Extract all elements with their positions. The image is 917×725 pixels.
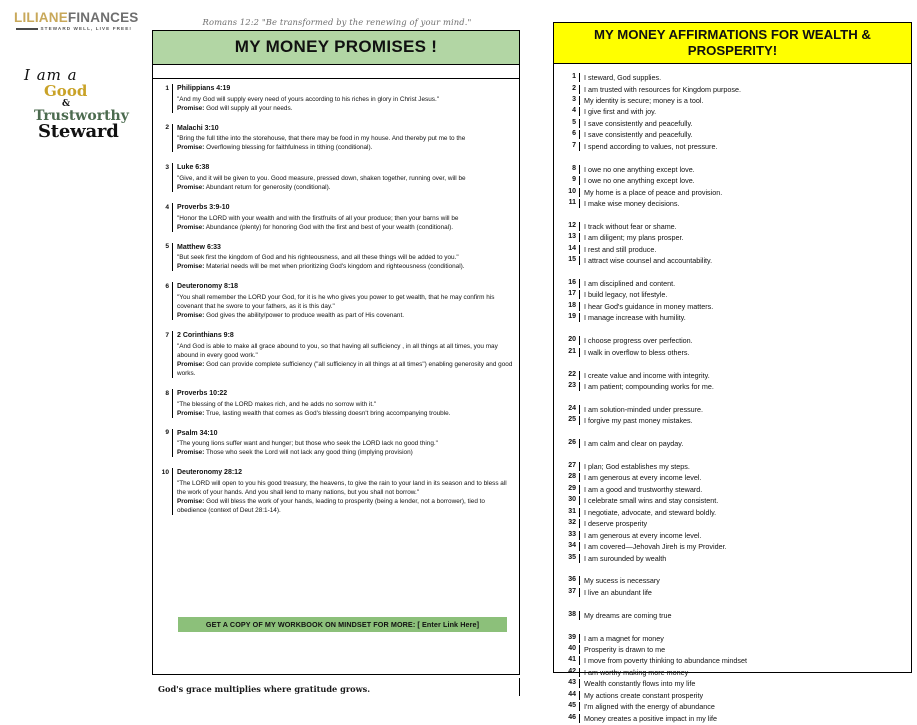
affirmation-spacer-row xyxy=(554,268,911,279)
affirmation-number: 10 xyxy=(568,187,576,195)
affirmation-text: I save consistently and peacefully. xyxy=(579,119,911,128)
promise-verse-text: "And God is able to make all grace abound to you, so that having all sufficiency , in all things at all times, you may abound in every good work." xyxy=(177,342,498,359)
affirmation-row xyxy=(554,679,911,690)
steward-mark-iam: I am a xyxy=(24,66,78,84)
brand-wordmark-part1: LILIANE xyxy=(14,10,68,25)
affirmation-row xyxy=(554,611,911,622)
promise-verse-text: "The LORD will open to you his good treasury, the heavens, to give the rain to your land in its season and to bless all the work of your hands. And you shall lend to many nations, but you shall not borrow." xyxy=(177,479,507,497)
promise-scripture-reference: Proverbs 10:22 xyxy=(177,390,228,398)
brand-rule-dash xyxy=(16,28,38,30)
affirmation-row xyxy=(554,73,911,84)
affirmation-text: I walk in overflow to bless others. xyxy=(579,348,911,357)
promise-summary-label: Promise: xyxy=(177,183,205,191)
promise-row xyxy=(153,124,519,164)
affirmation-text: I am generous at every income level. xyxy=(579,473,911,482)
affirmation-row xyxy=(554,473,911,484)
affirmation-row xyxy=(554,279,911,290)
affirmation-number: 6 xyxy=(572,130,576,138)
promise-number: 2 xyxy=(165,124,169,132)
affirmation-text: I forgive my past money mistakes. xyxy=(579,416,911,425)
affirmation-row xyxy=(554,119,911,130)
affirmation-spacer-row xyxy=(554,599,911,610)
affirmation-number: 40 xyxy=(568,645,576,653)
promise-row xyxy=(153,282,519,331)
promise-verse-text: "But seek first the kingdom of God and his righteousness, and all these things will be added to you." xyxy=(177,254,459,262)
promise-row xyxy=(153,243,519,283)
affirmation-text: I create value and income with integrity. xyxy=(579,371,911,380)
affirmation-number: 44 xyxy=(568,690,576,698)
affirmation-row xyxy=(554,416,911,427)
affirmation-spacer-row xyxy=(554,210,911,221)
promise-row xyxy=(153,203,519,243)
affirmation-row xyxy=(554,382,911,393)
money-affirmations-body xyxy=(554,64,911,725)
affirmation-row xyxy=(554,290,911,301)
affirmation-text: I am surounded by wealth xyxy=(579,554,911,563)
affirmation-number: 42 xyxy=(568,667,576,675)
promise-summary xyxy=(177,311,513,320)
affirmation-number: 25 xyxy=(568,416,576,424)
promise-summary-label: Promise: xyxy=(177,498,205,506)
affirmation-row xyxy=(554,199,911,210)
affirmation-number: 17 xyxy=(568,290,576,298)
affirmation-row xyxy=(554,313,911,324)
affirmation-text: My home is a place of peace and provision. xyxy=(579,188,911,197)
affirmation-spacer-row xyxy=(554,565,911,576)
promise-summary-text: Overflowing blessing for faithfulness in tithing (conditional). xyxy=(204,144,373,152)
promise-content xyxy=(172,282,519,320)
affirmation-text: I attract wise counsel and accountability. xyxy=(579,256,911,265)
promise-summary xyxy=(177,183,513,192)
promise-verse-text: "You shall remember the LORD your God, for it is he who gives you power to get wealth, that he may confirm his covenant that he swore to your fathers, as it is this day." xyxy=(177,293,495,311)
affirmation-number: 23 xyxy=(568,381,576,389)
promise-content xyxy=(172,331,519,378)
affirmation-number: 15 xyxy=(568,256,576,264)
affirmation-row xyxy=(554,245,911,256)
affirmation-text: I steward, God supplies. xyxy=(579,73,911,82)
affirmation-number: 33 xyxy=(568,530,576,538)
affirmation-text: I build legacy, not lifestyle. xyxy=(579,290,911,299)
promise-row xyxy=(153,389,519,429)
affirmation-row xyxy=(554,188,911,199)
affirmation-text: Wealth constantly flows into my life xyxy=(579,679,911,688)
promise-row xyxy=(153,331,519,389)
affirmation-row xyxy=(554,256,911,267)
affirmation-text: I give first and with joy. xyxy=(579,107,911,116)
affirmation-spacer-row xyxy=(554,393,911,404)
footer-divider xyxy=(519,678,520,696)
affirmation-number: 11 xyxy=(568,198,576,206)
affirmation-row xyxy=(554,405,911,416)
affirmation-number: 7 xyxy=(572,141,576,149)
promise-summary-text: God can provide complete sufficiency ("all sufficiency in all things at all times") enabling generosity and good works. xyxy=(177,360,513,377)
affirmation-text: My sucess is necessary xyxy=(579,576,911,585)
promise-content xyxy=(172,243,519,272)
affirmation-number: 14 xyxy=(568,244,576,252)
promise-summary xyxy=(177,104,513,113)
affirmation-number: 12 xyxy=(568,221,576,229)
promise-scripture-reference: Proverbs 3:9-10 xyxy=(177,204,230,212)
affirmation-row xyxy=(554,519,911,530)
affirmation-row xyxy=(554,691,911,702)
affirmation-text: I am trusted with resources for Kingdom purpose. xyxy=(579,85,911,94)
promise-summary-text: True, lasting wealth that comes as God's blessing doesn't bring accompanying trouble. xyxy=(204,409,451,417)
affirmation-row xyxy=(554,233,911,244)
promise-summary xyxy=(177,223,513,232)
promise-content xyxy=(172,389,519,418)
affirmation-number: 19 xyxy=(568,313,576,321)
affirmation-number: 35 xyxy=(568,553,576,561)
affirmation-row xyxy=(554,508,911,519)
promise-summary-label: Promise: xyxy=(177,144,205,152)
affirmation-text: I plan; God establishes my steps. xyxy=(579,462,911,471)
promise-row xyxy=(153,163,519,203)
affirmation-text: I am diligent; my plans prosper. xyxy=(579,233,911,242)
promise-summary-text: Material needs will be met when prioritizing God's kingdom and righteousness (conditional). xyxy=(204,263,465,271)
steward-mark-ampersand: & xyxy=(62,98,71,109)
promise-content xyxy=(172,163,519,192)
promise-scripture-reference: 2 Corinthians 9:8 xyxy=(177,332,234,340)
affirmation-text: I choose progress over perfection. xyxy=(579,336,911,345)
affirmation-text: I hear God's guidance in money matters. xyxy=(579,302,911,311)
affirmation-spacer-row xyxy=(554,428,911,439)
affirmation-number: 43 xyxy=(568,679,576,687)
promise-summary xyxy=(177,409,513,418)
affirmation-row xyxy=(554,222,911,233)
affirmation-number: 26 xyxy=(568,439,576,447)
affirmation-number: 13 xyxy=(568,233,576,241)
money-promises-table xyxy=(152,30,520,675)
affirmation-number: 31 xyxy=(568,507,576,515)
affirmation-number: 1 xyxy=(572,73,576,81)
affirmation-text: My dreams are coming true xyxy=(579,611,911,620)
affirmation-row xyxy=(554,531,911,542)
promise-scripture-reference: Deuteronomy 8:18 xyxy=(177,283,239,291)
affirmation-row xyxy=(554,554,911,565)
money-promises-subbar xyxy=(153,65,519,79)
affirmation-number: 36 xyxy=(568,576,576,584)
affirmation-row xyxy=(554,702,911,713)
affirmation-number: 46 xyxy=(568,713,576,721)
promise-summary-text: Abundance (plenty) for honoring God with the first and best of your wealth (conditional). xyxy=(204,223,454,231)
affirmation-number: 9 xyxy=(572,176,576,184)
affirmation-row xyxy=(554,588,911,599)
affirmation-text: I am a good and trustworthy steward. xyxy=(579,485,911,494)
promise-number: 7 xyxy=(165,331,169,339)
promise-number: 3 xyxy=(165,163,169,171)
affirmation-row xyxy=(554,462,911,473)
affirmation-text: I am patient; compounding works for me. xyxy=(579,382,911,391)
affirmation-text: I am covered—Jehovah Jireh is my Provider. xyxy=(579,542,911,551)
promise-content xyxy=(172,84,519,113)
affirmation-number: 34 xyxy=(568,542,576,550)
promise-scripture-reference: Philippians 4:19 xyxy=(177,85,231,92)
affirmation-row xyxy=(554,96,911,107)
affirmation-text: I am a magnet for money xyxy=(579,634,911,643)
affirmation-row xyxy=(554,302,911,313)
affirmation-text: I track without fear or shame. xyxy=(579,222,911,231)
promise-summary-text: Abundant return for generosity (conditional). xyxy=(204,183,331,191)
promise-summary-text: God gives the ability/power to produce wealth as part of His covenant. xyxy=(204,312,404,320)
promise-summary xyxy=(177,497,513,515)
affirmation-text: I'm aligned with the energy of abundance xyxy=(579,702,911,711)
promise-content xyxy=(172,468,519,515)
affirmation-number: 45 xyxy=(568,702,576,710)
affirmation-number: 21 xyxy=(568,347,576,355)
brand-tagline: STEWARD WELL, LIVE FREE! xyxy=(40,26,132,31)
affirmation-row xyxy=(554,142,911,153)
promise-verse-text: "The blessing of the LORD makes rich, and he adds no sorrow with it." xyxy=(177,400,377,408)
promise-summary-label: Promise: xyxy=(177,263,205,271)
promise-verse-text: "The young lions suffer want and hunger; but those who seek the LORD lack no good thing." xyxy=(177,440,438,448)
affirmation-text: Money creates a positive impact in my life xyxy=(579,714,911,723)
affirmation-number: 32 xyxy=(568,519,576,527)
promise-summary-label: Promise: xyxy=(177,409,205,417)
affirmation-row xyxy=(554,439,911,450)
promise-number: 9 xyxy=(165,429,169,437)
promise-summary xyxy=(177,262,513,271)
affirmation-row xyxy=(554,634,911,645)
affirmation-row xyxy=(554,176,911,187)
affirmation-text: I live an abundant life xyxy=(579,588,911,597)
affirmation-text: I spend according to values, not pressure. xyxy=(579,142,911,151)
affirmation-number: 2 xyxy=(572,84,576,92)
affirmation-number: 41 xyxy=(568,656,576,664)
money-promises-title: MY MONEY PROMISES ! xyxy=(153,31,519,65)
affirmation-row xyxy=(554,336,911,347)
promise-summary-label: Promise: xyxy=(177,223,205,231)
affirmation-number: 24 xyxy=(568,404,576,412)
promise-summary-label: Promise: xyxy=(177,104,205,112)
affirmation-spacer-row xyxy=(554,153,911,164)
affirmation-text: I rest and still produce. xyxy=(579,245,911,254)
affirmation-number: 4 xyxy=(572,107,576,115)
promise-content xyxy=(172,124,519,153)
affirmation-text: I deserve prosperity xyxy=(579,519,911,528)
steward-mark-good: Good xyxy=(44,82,88,100)
affirmation-text: I am worthy making more money xyxy=(579,668,911,677)
promise-summary-label: Promise: xyxy=(177,312,205,320)
affirmation-row xyxy=(554,485,911,496)
affirmation-row xyxy=(554,348,911,359)
affirmation-number: 27 xyxy=(568,462,576,470)
affirmation-row xyxy=(554,668,911,679)
promise-summary-text: God will bless the work of your hands, leading to prosperity (being a lender, not a borrower), tied to obedience (context of Deut 28:1-14). xyxy=(177,498,485,515)
brand-wordmark xyxy=(0,0,150,25)
affirmation-row xyxy=(554,371,911,382)
affirmation-number: 30 xyxy=(568,496,576,504)
promise-number: 1 xyxy=(165,84,169,92)
affirmation-text: I move from poverty thinking to abundance mindset xyxy=(579,656,911,665)
affirmation-row xyxy=(554,130,911,141)
affirmation-text: I make wise money decisions. xyxy=(579,199,911,208)
promise-content xyxy=(172,429,519,458)
affirmation-text: I owe no one anything except love. xyxy=(579,165,911,174)
affirmation-number: 16 xyxy=(568,279,576,287)
promise-scripture-reference: Malachi 3:10 xyxy=(177,124,219,132)
affirmation-text: I am calm and clear on payday. xyxy=(579,439,911,448)
affirmation-number: 29 xyxy=(568,484,576,492)
affirmation-row xyxy=(554,576,911,587)
promise-verse-text: "Bring the full tithe into the storehouse, that there may be food in my house. And thereby put me to the xyxy=(177,135,466,143)
affirmation-text: My identity is secure; money is a tool. xyxy=(579,96,911,105)
affirmation-number: 20 xyxy=(568,336,576,344)
brand-rule xyxy=(16,26,132,31)
promise-summary xyxy=(177,360,513,378)
promise-row xyxy=(153,84,519,124)
affirmation-text: I manage increase with humility. xyxy=(579,313,911,322)
promise-summary xyxy=(177,448,513,457)
affirmation-row xyxy=(554,496,911,507)
promise-summary-text: God will supply all your needs. xyxy=(204,104,293,112)
promise-summary-text: Those who seek the Lord will not lack any good thing (implying provision) xyxy=(204,449,413,457)
affirmation-row xyxy=(554,85,911,96)
affirmation-spacer-row xyxy=(554,325,911,336)
romans-verse-line: Romans 12:2 "Be transformed by the renewing of your mind." xyxy=(202,17,472,27)
promise-scripture-reference: Luke 6:38 xyxy=(177,164,210,172)
steward-mark-steward: Steward xyxy=(38,121,119,143)
promise-row xyxy=(153,429,519,469)
promise-scripture-reference: Psalm 34:10 xyxy=(177,429,218,437)
promise-summary xyxy=(177,143,513,152)
promise-summary-label: Promise: xyxy=(177,449,205,457)
affirmation-number: 37 xyxy=(568,587,576,595)
affirmation-text: I celebrate small wins and stay consistent. xyxy=(579,496,911,505)
affirmation-text: I negotiate, advocate, and steward boldly. xyxy=(579,508,911,517)
affirmation-row xyxy=(554,165,911,176)
affirmation-text: I save consistently and peacefully. xyxy=(579,130,911,139)
affirmation-number: 22 xyxy=(568,370,576,378)
money-affirmations-table xyxy=(553,22,912,723)
workbook-cta-link[interactable]: GET A COPY OF MY WORKBOOK ON MINDSET FOR MORE: [ Enter Link Here] xyxy=(178,617,507,632)
affirmation-text: I am generous at every income level. xyxy=(579,531,911,540)
money-affirmations-title: MY MONEY AFFIRMATIONS FOR WEALTH & PROSPERITY! xyxy=(554,23,911,64)
affirmation-text: I am solution-minded under pressure. xyxy=(579,405,911,414)
affirmation-number: 39 xyxy=(568,633,576,641)
affirmation-text: Prosperity is drawn to me xyxy=(579,645,911,654)
affirmation-number: 18 xyxy=(568,301,576,309)
affirmation-number: 38 xyxy=(568,610,576,618)
affirmation-text: My actions create constant prosperity xyxy=(579,691,911,700)
promise-row xyxy=(153,468,519,526)
affirmation-row xyxy=(554,714,911,725)
promise-scripture-reference: Deuteronomy 28:12 xyxy=(177,469,242,477)
steward-mark-trustworthy: Trustworthy xyxy=(34,107,129,124)
promise-content xyxy=(172,203,519,232)
promise-scripture-reference: Matthew 6:33 xyxy=(177,243,221,251)
affirmation-row xyxy=(554,645,911,656)
affirmation-spacer-row xyxy=(554,359,911,370)
brand-wordmark-part2: FINANCES xyxy=(67,10,139,25)
affirmation-number: 28 xyxy=(568,473,576,481)
promise-number: 10 xyxy=(161,468,169,476)
brand-logo xyxy=(0,0,150,31)
affirmation-text: I owe no one anything except love. xyxy=(579,176,911,185)
steward-affirmation-mark xyxy=(22,66,142,142)
promise-verse-text: "Honor the LORD with your wealth and with the firstfruits of all your produce; then your barns will be xyxy=(177,214,459,222)
affirmation-text: I am disciplined and content. xyxy=(579,279,911,288)
footer-note: God's grace multiplies where gratitude grows. xyxy=(158,684,371,694)
affirmation-spacer-row xyxy=(554,622,911,633)
money-promises-body xyxy=(153,79,519,526)
affirmation-number: 3 xyxy=(572,96,576,104)
promise-verse-text: "And my God will supply every need of yours according to his riches in glory in Christ Jesus." xyxy=(177,95,440,103)
affirmation-spacer-row xyxy=(554,451,911,462)
affirmation-row xyxy=(554,656,911,667)
affirmation-number: 5 xyxy=(572,118,576,126)
promise-number: 5 xyxy=(165,243,169,251)
promise-number: 6 xyxy=(165,282,169,290)
promise-summary-label: Promise: xyxy=(177,360,205,368)
promise-number: 4 xyxy=(165,203,169,211)
affirmation-row xyxy=(554,542,911,553)
promise-verse-text: "Give, and it will be given to you. Good measure, pressed down, shaken together, running over, will be xyxy=(177,174,466,182)
promise-number: 8 xyxy=(165,389,169,397)
affirmation-number: 8 xyxy=(572,164,576,172)
affirmation-row xyxy=(554,107,911,118)
